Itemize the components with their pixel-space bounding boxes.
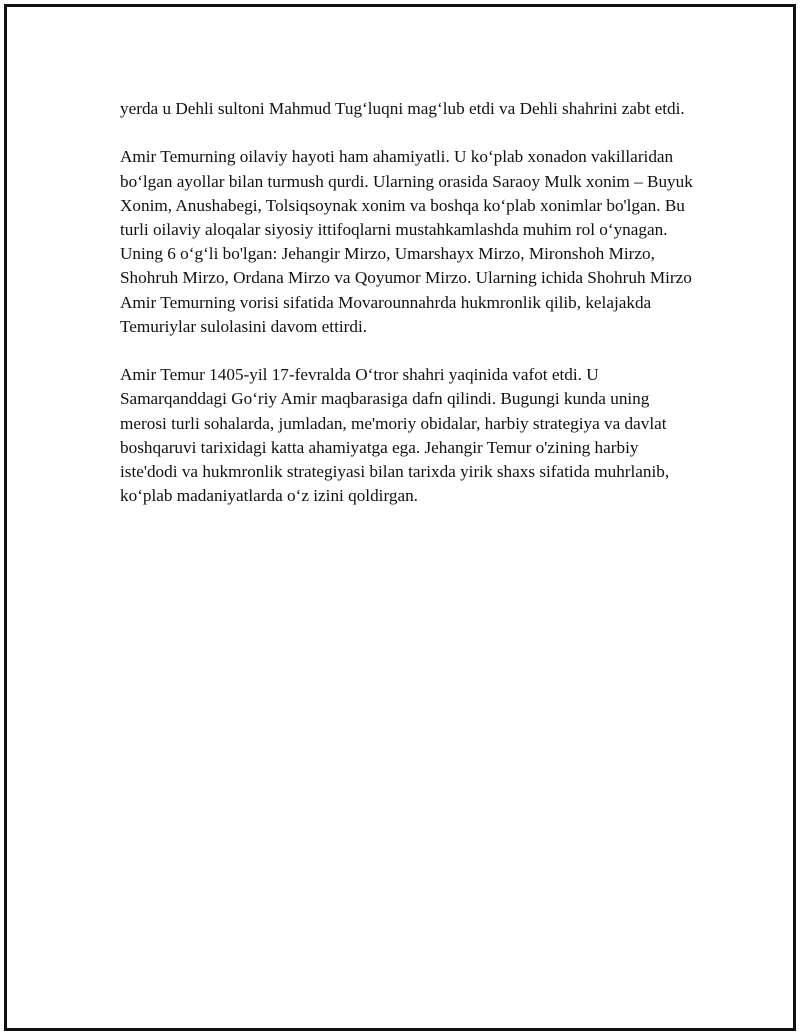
document-page — [4, 4, 796, 1031]
paragraph-family-life: Amir Temurning oilaviy hayoti ham ahamiyatli. U ko‘plab xonadon vakillaridan bo‘lgan ayollar bilan turmush qurdi. Ularning orasida Saraoy Mulk xonim – Buyuk Xonim, Anushabegi, Tolsiqsoynak xonim va boshqa ko‘plab xonimlar bo'lgan. Bu turli oilaviy aloqalar siyosiy ittifoqlarni mustahkamlashda muhim rol o‘ynagan. Uning 6 o‘g‘li bo'lgan: Jehangir Mirzo, Umarshayx Mirzo, Mironshoh Mirzo, Shohruh Mirzo, Ordana Mirzo va Qoyumor Mirzo. Ularning ichida Shohruh Mirzo Amir Temurning vorisi sifatida Movarounnahrda hukmronlik qilib, kelajakda Temuriylar sulolasini davom ettirdi. — [120, 147, 693, 336]
paragraph-conquest-delhi: yerda u Dehli sultoni Mahmud Tug‘luqni mag‘lub etdi va Dehli shahrini zabt etdi. — [120, 99, 685, 118]
paragraph-death-legacy: Amir Temur 1405-yil 17-fevralda O‘tror shahri yaqinida vafot etdi. U Samarqanddagi Go‘riy Amir maqbarasiga dafn qilindi. Bugungi kunda uning merosi turli sohalarda, jumladan, me'moriy obidalar, harbiy strategiya va davlat boshqaruvi tarixidagi katta ahamiyatga ega. Jehangir Temur o'zining harbiy iste'dodi va hukmronlik strategiyasi bilan tarixda yirik shaxs sifatida muhrlanib, ko‘plab madaniyatlarda o‘z izini qoldirgan. — [120, 365, 670, 506]
document-body — [120, 97, 700, 533]
